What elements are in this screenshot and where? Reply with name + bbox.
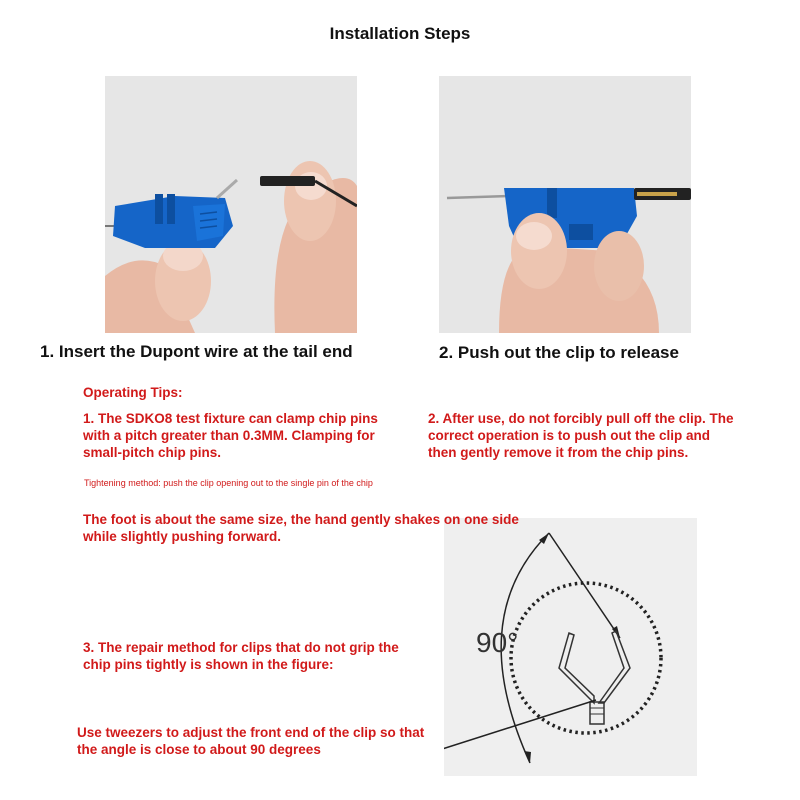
angle-label: 90° <box>476 627 519 658</box>
tweezers-instruction: Use tweezers to adjust the front end of the clip so that the angle is close to about 90 degrees <box>77 725 425 757</box>
foot-instruction: The foot is about the same size, the hand gently shakes on one side while slightly pushing forward. <box>83 512 519 544</box>
step-1-photo <box>105 76 357 333</box>
page-title: Installation Steps <box>329 24 471 43</box>
tips-heading: Operating Tips: <box>83 385 183 400</box>
step-2-caption: 2. Push out the clip to release <box>439 343 679 362</box>
tip-2-text: 2. After use, do not forcibly pull off the clip. The correct operation is to push out the clip and then gently remove it from the chip pins. <box>428 411 734 460</box>
tightening-method-note: Tightening method: push the clip opening out to the single pin of the chip <box>84 478 373 488</box>
step-1-caption: 1. Insert the Dupont wire at the tail end <box>40 342 353 361</box>
step-2-photo <box>439 76 691 333</box>
tip-1-text: 1. The SDKO8 test fixture can clamp chip pins with a pitch greater than 0.3MM. Clamping for small-pitch chip pins. <box>83 411 378 460</box>
clip-angle-diagram <box>444 518 697 776</box>
repair-method-text: 3. The repair method for clips that do not grip the chip pins tightly is shown in the figure: <box>83 640 399 672</box>
